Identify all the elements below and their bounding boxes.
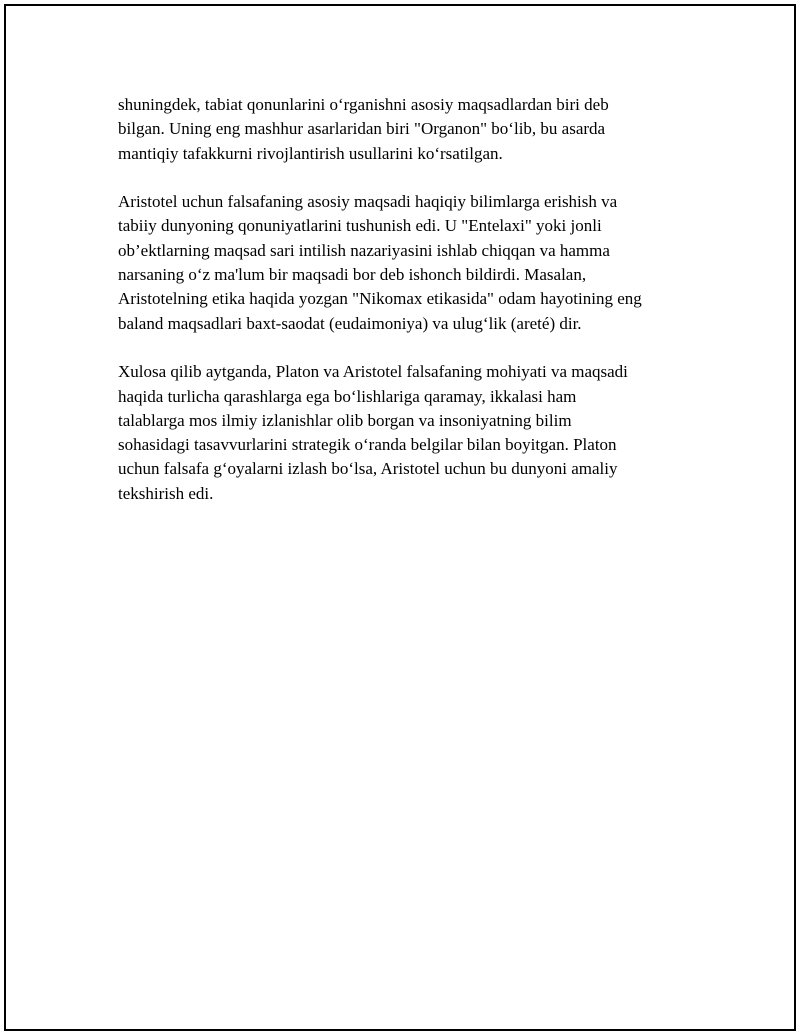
text-line: tekshirish edi.	[118, 483, 214, 503]
text-line: haqida turlicha qarashlarga ega bo‘lishlariga qaramay, ikkalasi ham	[118, 386, 577, 406]
text-line: tabiiy dunyoning qonuniyatlarini tushunish edi. U "Entelaxi" yoki jonli	[118, 216, 602, 236]
text-line: bilgan. Uning eng mashhur asarlaridan biri "Organon" bo‘lib, bu asarda	[118, 119, 606, 139]
paragraph-2	[118, 190, 708, 336]
text-line: baland maqsadlari baxt-saodat (eudaimoniya) va ulug‘lik (areté) dir.	[118, 313, 582, 333]
text-line: Aristotelning etika haqida yozgan "Nikomax etikasida" odam hayotining eng	[118, 289, 642, 309]
text-line: mantiqiy tafakkurni rivojlantirish usullarini ko‘rsatilgan.	[118, 143, 503, 163]
text-line: uchun falsafa g‘oyalarni izlash bo‘lsa, Aristotel uchun bu dunyoni amaliy	[118, 459, 618, 479]
document-body	[118, 93, 708, 530]
text-line: talablarga mos ilmiy izlanishlar olib borgan va insoniyatning bilim	[118, 410, 572, 430]
text-line: narsaning o‘z ma'lum bir maqsadi bor deb ishonch bildirdi. Masalan,	[118, 265, 587, 285]
text-line: Xulosa qilib aytganda, Platon va Aristotel falsafaning mohiyati va maqsadi	[118, 362, 628, 382]
text-line: sohasidagi tasavvurlarini strategik o‘randa belgilar bilan boyitgan. Platon	[118, 435, 617, 455]
text-line: shuningdek, tabiat qonunlarini o‘rganishni asosiy maqsadlardan biri deb	[118, 95, 609, 114]
text-line: Aristotel uchun falsafaning asosiy maqsadi haqiqiy bilimlarga erishish va	[118, 192, 618, 212]
paragraph-3	[118, 360, 708, 506]
text-line: ob’ektlarning maqsad sari intilish nazariyasini ishlab chiqqan va hamma	[118, 240, 610, 260]
paragraph-1	[118, 93, 708, 166]
